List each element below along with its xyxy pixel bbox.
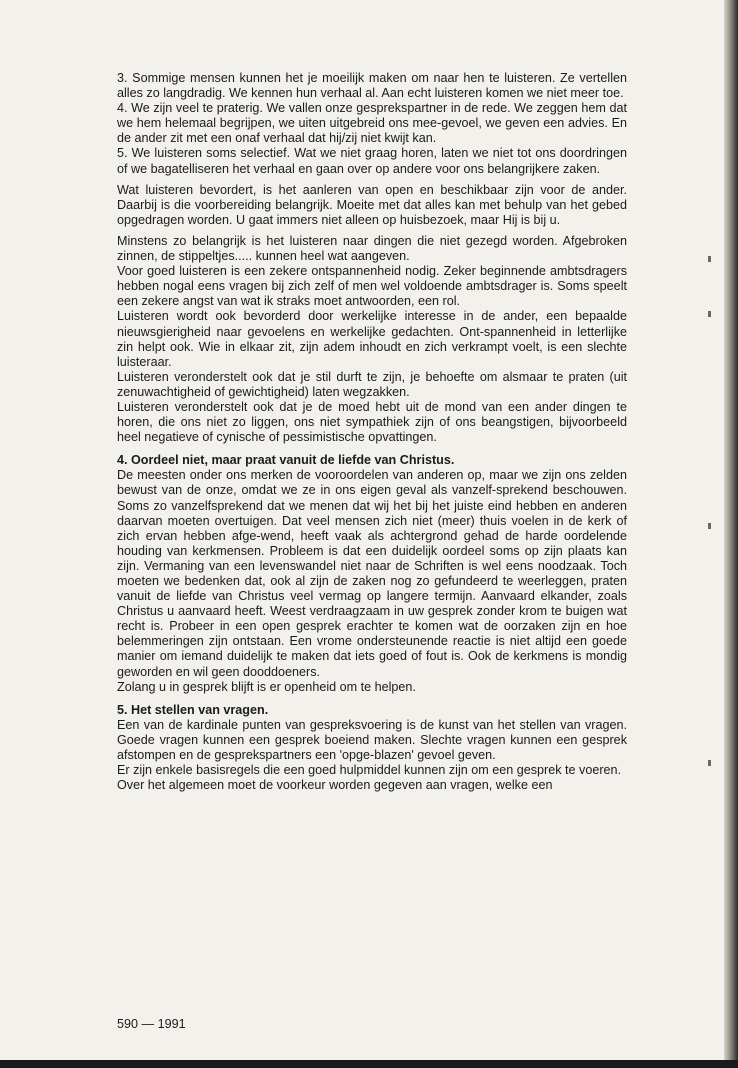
margin-mark (708, 523, 711, 529)
page-body (117, 71, 627, 793)
page-edge (724, 0, 738, 1068)
section-4-heading: 4. Oordeel niet, maar praat vanuit de liefde van Christus. (117, 453, 455, 468)
section-5-paragraph: Een van de kardinale punten van gespreksvoering is de kunst van het stellen van vragen. Goede vragen kunnen een gesprek boeiend maken. Slechte vragen kunnen een gesprek afstompen en de gesprekspartners een 'opge-blazen' gevoel geven. (117, 717, 627, 763)
margin-mark (708, 311, 711, 317)
section-4-paragraph: De meesten onder ons merken de vooroordelen van anderen op, maar we zijn ons zelden bewust van de onze, omdat we ze in ons eigen geval als vanzelf-sprekend beschouwen. Soms zo vanzelfsprekend dat we menen dat wij het bij het juiste eind hebben en anderen daarvan moeten overtuigen. Dat veel mensen zich niet (meer) thuis voelen in de kerk of zich ervan hebben afge-wend, heeft vaak als achtergrond gehad de harde oordelende houding van kerkmensen. Probleem is dat een duidelijk oordeel soms op zijn plaats kan zijn. Vermaning van een levenswandel niet naar de Schriften is wel eens noodzaak. Toch moeten we bedenken dat, ook al zijn de zaken nog zo gefundeerd te weerleggen, praten vanuit de liefde van Christus veel vermag op langere termijn. Aanvaard elkander, zoals Christus u aanvaard heeft. Weest verdraagzaam in uw gesprek zonder krom te buigen wat recht is. Probeer in een open gesprek erachter te komen wat de oorzaken zijn en hoe belemmeringen zijn ontstaan. Een vrome ondersteunende reactie is niet altijd een goede manier om iemand duidelijk te maken dat iets goed of fout is. Ook de kerkmens is mondig geworden en wil geen dooddoeners. (117, 468, 627, 679)
paragraph-relaxation: Voor goed luisteren is een zekere ontspannenheid nodig. Zeker beginnende ambtsdragers hebben nogal eens vragen bij zich zelf of men wel voldoende ambtsdrager is. Soms speelt een zekere angst van wat ik straks moet antwoorden, een rol. (117, 264, 627, 309)
paragraph-silence: Luisteren veronderstelt ook dat je stil durft te zijn, je behoefte om alsmaar te praten (uit zenuwachtigheid of gewichtigheid) laten wegzakken. (117, 369, 627, 399)
scan-border (0, 1060, 738, 1068)
margin-mark (708, 760, 711, 766)
margin-mark (708, 256, 711, 262)
list-item-4: 4. We zijn veel te praterig. We vallen onze gesprekspartner in de rede. We zeggen hem dat we hem helemaal begrijpen, we uiten uitgebreid ons mee-gevoel, we geven een advies. En de ander zit met een onaf verhaal dat hij/zij niet kwijt kan. (117, 101, 627, 146)
page-number: 590 — 1991 (117, 1017, 186, 1031)
section-5-rules: Er zijn enkele basisregels die een goed hulpmiddel kunnen zijn om een gesprek te voeren. (117, 763, 622, 778)
section-4-closing: Zolang u in gesprek blijft is er openheid om te helpen. (117, 679, 416, 694)
paragraph-courage: Luisteren veronderstelt ook dat je de moed hebt uit de mond van een ander dingen te horen, die ons niet zo liggen, ons niet sympathiek zijn of ons beangstigen, bijvoorbeeld heel negatieve of cynische of pessimistische opvattingen. (117, 399, 627, 445)
section-5-heading: 5. Het stellen van vragen. (117, 702, 269, 717)
section-5-continued: Over het algemeen moet de voorkeur worden gegeven aan vragen, welke een (117, 778, 553, 793)
paragraph-unsaid: Minstens zo belangrijk is het luisteren naar dingen die niet gezegd worden. Afgebroken zinnen, de stippeltjes..... kunnen heel wat aangeven. (117, 233, 627, 264)
list-item-5: 5. We luisteren soms selectief. Wat we niet graag horen, laten we niet tot ons doordringen of we bagatelliseren het verhaal en gaan over op andere voor ons belangrijkere zaken. (117, 146, 627, 176)
list-item-3: 3. Sommige mensen kunnen het je moeilijk maken om naar hen te luisteren. Ze vertellen alles zo langdradig. We kennen hun verhaal al. Aan echt luisteren komen we niet meer toe. (117, 71, 627, 101)
paragraph-interest: Luisteren wordt ook bevorderd door werkelijke interesse in de ander, een bepaalde nieuwsgierigheid naar gevoelens en werkelijke gedachten. Ont-spannenheid in letterlijke zin helpt ook. Wie in elkaar zit, zijn adem inhoudt en zich verkrampt voelt, is een slechte luisteraar. (117, 309, 627, 369)
paragraph-listening-promotes: Wat luisteren bevordert, is het aanleren van open en beschikbaar zijn voor de ander. Daarbij is die voorbereiding belangrijk. Moeite met dat alles kan met behulp van het gebed opgedragen worden. U gaat immers niet alleen op huisbezoek, maar Hij is bij u. (117, 182, 627, 227)
